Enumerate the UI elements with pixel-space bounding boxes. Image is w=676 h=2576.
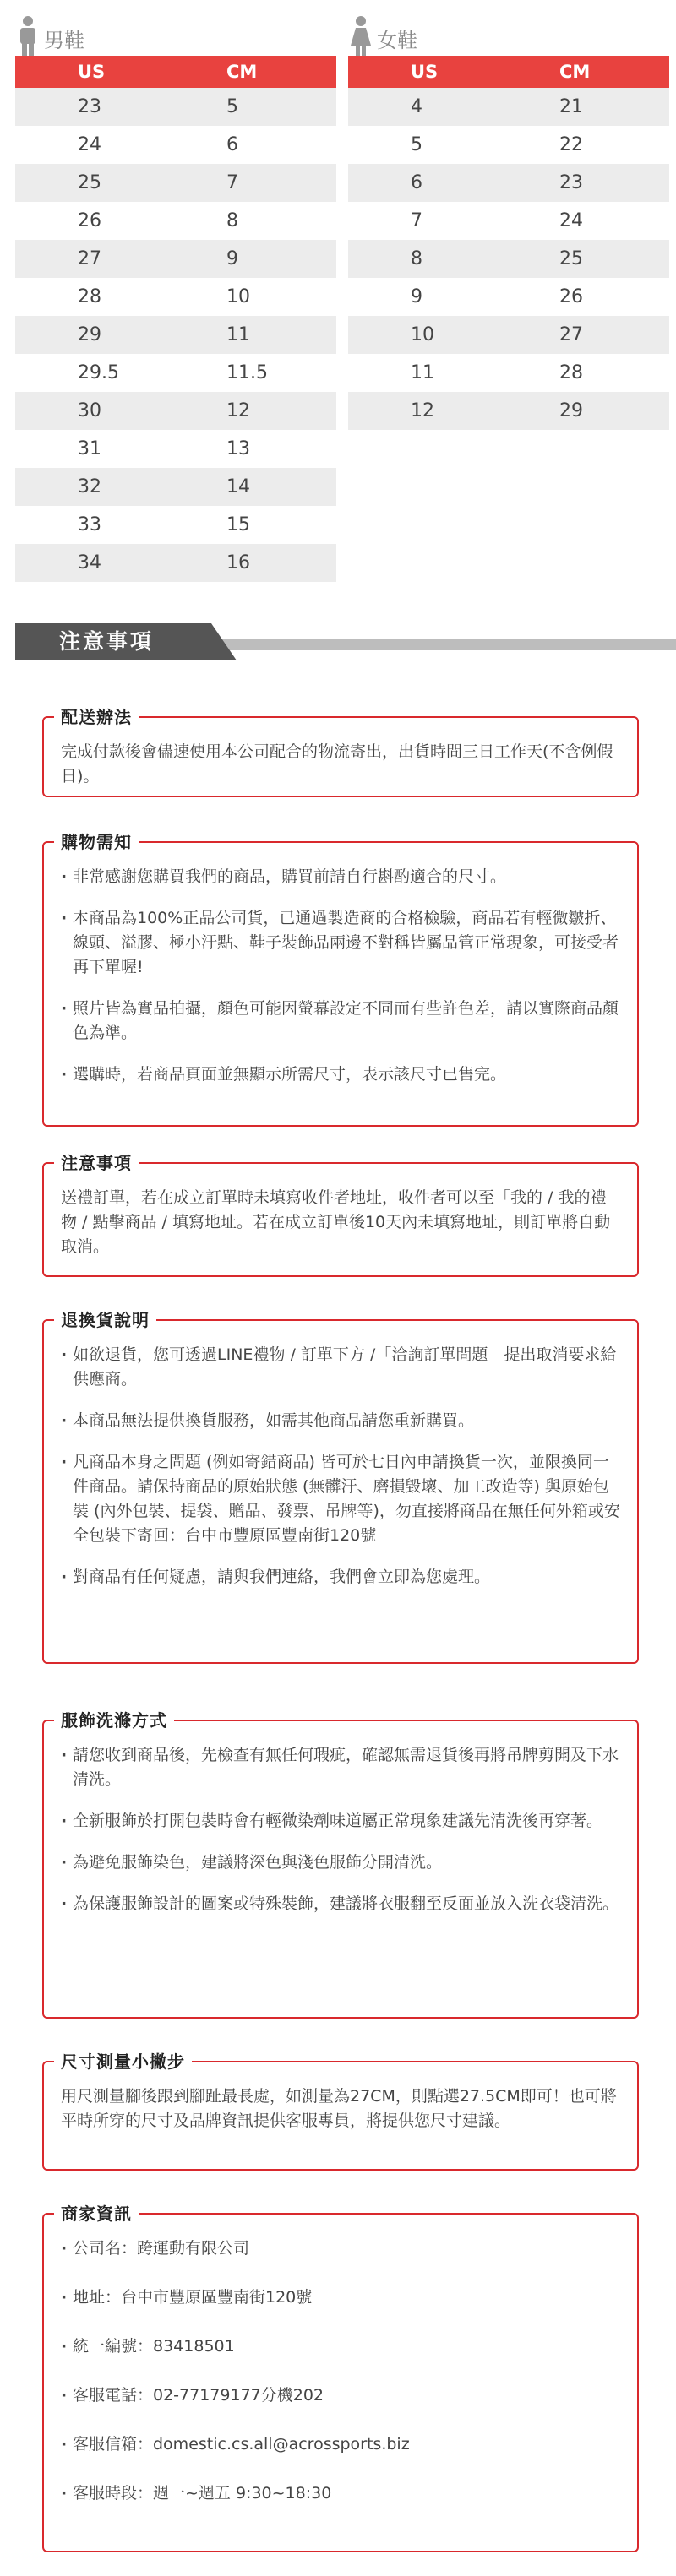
col-header-us: US — [348, 56, 509, 88]
washing-body — [44, 1721, 637, 1930]
section-title: 購物需知 — [54, 830, 139, 854]
womens-size-row — [348, 164, 669, 202]
us-size-cell: 7 — [348, 202, 509, 240]
cm-size-cell: 15 — [176, 506, 336, 544]
us-size-cell: 9 — [348, 278, 509, 316]
cm-size-cell: 27 — [509, 316, 669, 354]
cm-size-cell: 21 — [509, 88, 669, 126]
womens-size-row — [348, 126, 669, 164]
bullet-item: · 對商品有任何疑慮，請與我們連絡，我們會立即為您處理。 — [61, 1565, 620, 1590]
col-header-cm: CM — [176, 56, 336, 88]
cm-size-cell: 11.5 — [176, 354, 336, 392]
us-size-cell: 6 — [348, 164, 509, 202]
bullet-item: · 客服時段：週一~週五 9:30~18:30 — [61, 2481, 620, 2506]
bullet-item: · 為避免服飾染色，建議將深色與淺色服飾分開清洗。 — [61, 1850, 620, 1875]
womens-size-row — [348, 88, 669, 126]
us-size-cell: 24 — [15, 126, 176, 164]
bullet-item: · 照片皆為實品拍攝，顏色可能因螢幕設定不同而有些許色差，請以實際商品顏色為準。 — [61, 997, 620, 1046]
company-body — [44, 2215, 637, 2519]
section-company — [42, 2204, 639, 2552]
womens-size-row — [348, 392, 669, 430]
cm-size-cell: 7 — [176, 164, 336, 202]
section-title: 退換貨說明 — [54, 1308, 156, 1332]
cm-size-cell: 11 — [176, 316, 336, 354]
us-size-cell — [348, 430, 509, 468]
section-title: 商家資訊 — [54, 2202, 139, 2225]
mens-size-row — [15, 88, 336, 126]
paragraph: 送禮訂單，若在成立訂單時未填寫收件者地址，收件者可以至「我的 / 我的禮物 / 點擊商品 / 填寫地址。若在成立訂單後10天內未填寫地址，則訂單將自動取消。 — [61, 1188, 611, 1256]
paragraph: 完成付款後會儘速使用本公司配合的物流寄出，出貨時間三日工作天(不含例假日)。 — [61, 742, 613, 785]
bullet-item: · 如欲退貨，您可透過LINE禮物 / 訂單下方 /「洽詢訂單問題」提出取消要求給供應商。 — [61, 1343, 620, 1392]
mens-header — [15, 15, 336, 56]
mens-size-row — [15, 544, 336, 582]
womens-size-table — [348, 56, 669, 468]
mens-size-row — [15, 240, 336, 278]
us-size-cell: 5 — [348, 126, 509, 164]
mens-size-section — [15, 15, 336, 582]
us-size-cell: 29 — [15, 316, 176, 354]
bullet-item: · 全新服飾於打開包裝時會有輕微染劑味道屬正常現象建議先清洗後再穿著。 — [61, 1809, 620, 1834]
cm-size-cell: 10 — [176, 278, 336, 316]
us-size-cell: 31 — [15, 430, 176, 468]
us-size-cell: 34 — [15, 544, 176, 582]
bullet-item: · 統一編號：83418501 — [61, 2334, 620, 2359]
bullet-item: · 非常感謝您購買我們的商品，購買前請自行斟酌適合的尺寸。 — [61, 865, 620, 889]
section-returns — [42, 1310, 639, 1664]
bullet-item: · 本商品無法提供換貨服務，如需其他商品請您重新購買。 — [61, 1409, 620, 1433]
cm-size-cell — [509, 430, 669, 468]
womens-size-row — [348, 316, 669, 354]
bullet-item: · 為保護服飾設計的圖案或特殊裝飾，建議將衣服翻至反面並放入洗衣袋清洗。 — [61, 1892, 620, 1916]
mens-size-row — [15, 278, 336, 316]
section-title: 尺寸測量小撇步 — [54, 2050, 192, 2073]
cm-size-cell: 5 — [176, 88, 336, 126]
cm-size-cell: 16 — [176, 544, 336, 582]
us-size-cell: 32 — [15, 468, 176, 506]
womens-size-row — [348, 430, 669, 468]
us-size-cell: 4 — [348, 88, 509, 126]
bullet-item: · 客服信箱：domestic.cs.all@acrossports.biz — [61, 2432, 620, 2457]
us-size-cell: 29.5 — [15, 354, 176, 392]
womens-size-row — [348, 202, 669, 240]
mens-size-row — [15, 430, 336, 468]
us-size-cell: 8 — [348, 240, 509, 278]
cm-size-cell: 6 — [176, 126, 336, 164]
us-size-cell: 28 — [15, 278, 176, 316]
bullet-item: · 地址：台中市豐原區豐南街120號 — [61, 2285, 620, 2310]
mens-size-row — [15, 126, 336, 164]
mens-size-row — [15, 164, 336, 202]
cm-size-cell: 9 — [176, 240, 336, 278]
mens-size-row — [15, 316, 336, 354]
us-size-cell: 26 — [15, 202, 176, 240]
shipping-body — [44, 718, 637, 802]
notice-title: 注意事項 — [59, 629, 155, 654]
measure-body — [44, 2062, 637, 2147]
mens-title: 男鞋 — [44, 29, 84, 52]
section-washing — [42, 1710, 639, 2019]
womens-header — [348, 15, 669, 56]
bullet-item: · 凡商品本身之問題 (例如寄錯商品) 皆可於七日內申請換貨一次，並限換同一件商品。請保持商品的原始狀態 (無髒汙、磨損毀壞、加工改造等) 與原始包裝 (內外包裝、提袋、贈品、發票、吊牌等)，勿直接將商品在無任何外箱或安全包裝下寄回：台中市豐原區豐南街120號 — [61, 1450, 620, 1548]
section-measure — [42, 2052, 639, 2171]
bullet-item: · 本商品為100%正品公司貨，已通過製造商的合格檢驗，商品若有輕微皺折、線頭、溢膠、極小汙點、鞋子裝飾品兩邊不對稱皆屬品管正常現象，可接受者再下單喔! — [61, 906, 620, 980]
purchase-body — [44, 843, 637, 1101]
mens-size-row — [15, 354, 336, 392]
cm-size-cell: 24 — [509, 202, 669, 240]
mens-size-row — [15, 506, 336, 544]
bullet-item: · 公司名：跨運動有限公司 — [61, 2236, 620, 2261]
us-size-cell: 25 — [15, 164, 176, 202]
us-size-cell: 10 — [348, 316, 509, 354]
us-size-cell: 33 — [15, 506, 176, 544]
cm-size-cell: 29 — [509, 392, 669, 430]
notice-banner — [15, 623, 676, 660]
womens-size-row — [348, 278, 669, 316]
cm-size-cell: 22 — [509, 126, 669, 164]
section-purchase — [42, 832, 639, 1127]
section-title: 配送辦法 — [54, 705, 139, 729]
mens-size-row — [15, 468, 336, 506]
returns-body — [44, 1321, 637, 1603]
mens-size-table — [15, 56, 336, 582]
col-header-cm: CM — [509, 56, 669, 88]
cm-size-cell: 13 — [176, 430, 336, 468]
mens-size-row — [15, 392, 336, 430]
section-shipping — [42, 707, 639, 797]
cm-size-cell: 12 — [176, 392, 336, 430]
section-title: 注意事項 — [54, 1151, 139, 1175]
cm-size-cell: 28 — [509, 354, 669, 392]
womens-size-row — [348, 240, 669, 278]
bullet-item: · 請您收到商品後，先檢查有無任何瑕疵，確認無需退貨後再將吊牌剪開及下水清洗。 — [61, 1743, 620, 1792]
section-title: 服飾洗滌方式 — [54, 1709, 174, 1732]
cm-size-cell: 14 — [176, 468, 336, 506]
paragraph: 用尺測量腳後跟到腳趾最長處，如測量為27CM，則點選27.5CM即可！也可將平時所穿的尺寸及品牌資訊提供客服專員，將提供您尺寸建議。 — [61, 2087, 617, 2130]
us-size-cell: 11 — [348, 354, 509, 392]
womens-size-row — [348, 354, 669, 392]
us-size-cell: 27 — [15, 240, 176, 278]
us-size-cell: 12 — [348, 392, 509, 430]
col-header-us: US — [15, 56, 176, 88]
section-attention — [42, 1153, 639, 1277]
cm-size-cell: 8 — [176, 202, 336, 240]
womens-title: 女鞋 — [377, 29, 417, 52]
bullet-item: · 選購時，若商品頁面並無顯示所需尺寸，表示該尺寸已售完。 — [61, 1062, 620, 1087]
man-icon — [15, 15, 41, 56]
us-size-cell: 30 — [15, 392, 176, 430]
us-size-cell: 23 — [15, 88, 176, 126]
attention-body — [44, 1164, 637, 1273]
womens-size-section — [348, 15, 669, 468]
cm-size-cell: 26 — [509, 278, 669, 316]
mens-size-row — [15, 202, 336, 240]
cm-size-cell: 25 — [509, 240, 669, 278]
bullet-item: · 客服電話：02-77179177分機202 — [61, 2383, 620, 2408]
woman-icon — [348, 15, 373, 56]
cm-size-cell: 23 — [509, 164, 669, 202]
